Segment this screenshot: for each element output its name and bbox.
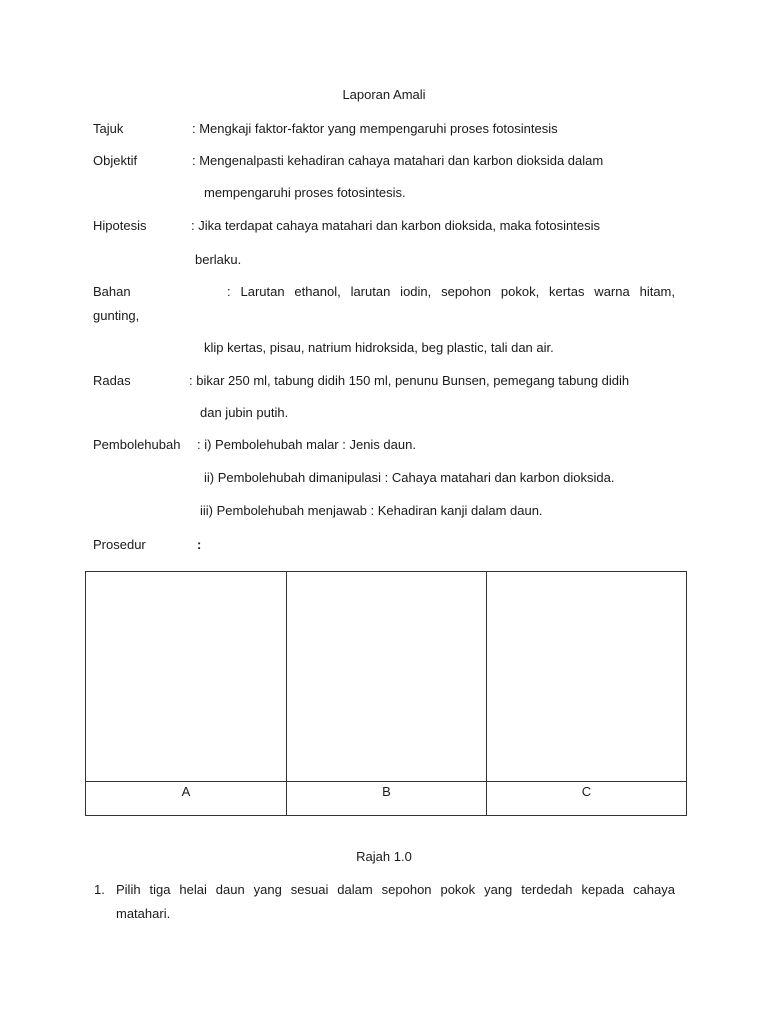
objektif-line2: mempengaruhi proses fotosintesis.: [204, 185, 406, 200]
figure-cell-c: [487, 572, 686, 782]
radas-line1: : bikar 250 ml, tabung didih 150 ml, penunu Bunsen, pemegang tabung didih: [189, 373, 630, 388]
bahan-line2: klip kertas, pisau, natrium hidroksida, beg plastic, tali dan air.: [204, 340, 554, 355]
tajuk-label: Tajuk: [93, 121, 124, 136]
hipotesis-label: Hipotesis: [93, 218, 147, 233]
pembolehubah-line3: iii) Pembolehubah menjawab : Kehadiran kanji dalam daun.: [200, 503, 543, 518]
prosedur-colon: :: [197, 537, 202, 552]
radas-line2: dan jubin putih.: [200, 405, 289, 420]
figure-caption: Rajah 1.0: [356, 849, 412, 864]
step-line1: Pilih tiga helai daun yang sesuai dalam sepohon pokok yang terdedah kepada cahaya: [116, 882, 675, 897]
prosedur-label: Prosedur: [93, 537, 146, 552]
step-line2: matahari.: [116, 906, 171, 921]
radas-label: Radas: [93, 373, 131, 388]
figure-cell-a: [86, 572, 287, 782]
hipotesis-line2: berlaku.: [195, 252, 242, 267]
figure-label-c: C: [581, 784, 592, 799]
objektif-line1: : Mengenalpasti kehadiran cahaya matahari dan karbon dioksida dalam: [192, 153, 604, 168]
figure-label-b: B: [287, 782, 487, 815]
figure-cell-b: [287, 572, 487, 782]
tajuk-value: : Mengkaji faktor-faktor yang mempengaruhi proses fotosintesis: [192, 121, 558, 136]
bahan-label: Bahan: [93, 284, 131, 299]
step-number: 1.: [94, 882, 105, 897]
document-title: Laporan Amali: [342, 87, 426, 102]
figure-label-a: A: [86, 782, 287, 815]
figure-table: [85, 571, 687, 816]
objektif-label: Objektif: [93, 153, 138, 168]
bahan-line1: : Larutan ethanol, larutan iodin, sepohon pokok, kertas warna hitam,: [227, 284, 675, 299]
pembolehubah-line2: ii) Pembolehubah dimanipulasi : Cahaya matahari dan karbon dioksida.: [204, 470, 615, 485]
bahan-line1b: gunting,: [93, 308, 140, 323]
pembolehubah-label: Pembolehubah: [93, 437, 181, 452]
pembolehubah-line1: : i) Pembolehubah malar : Jenis daun.: [197, 437, 416, 452]
hipotesis-line1: : Jika terdapat cahaya matahari dan karbon dioksida, maka fotosintesis: [191, 218, 601, 233]
